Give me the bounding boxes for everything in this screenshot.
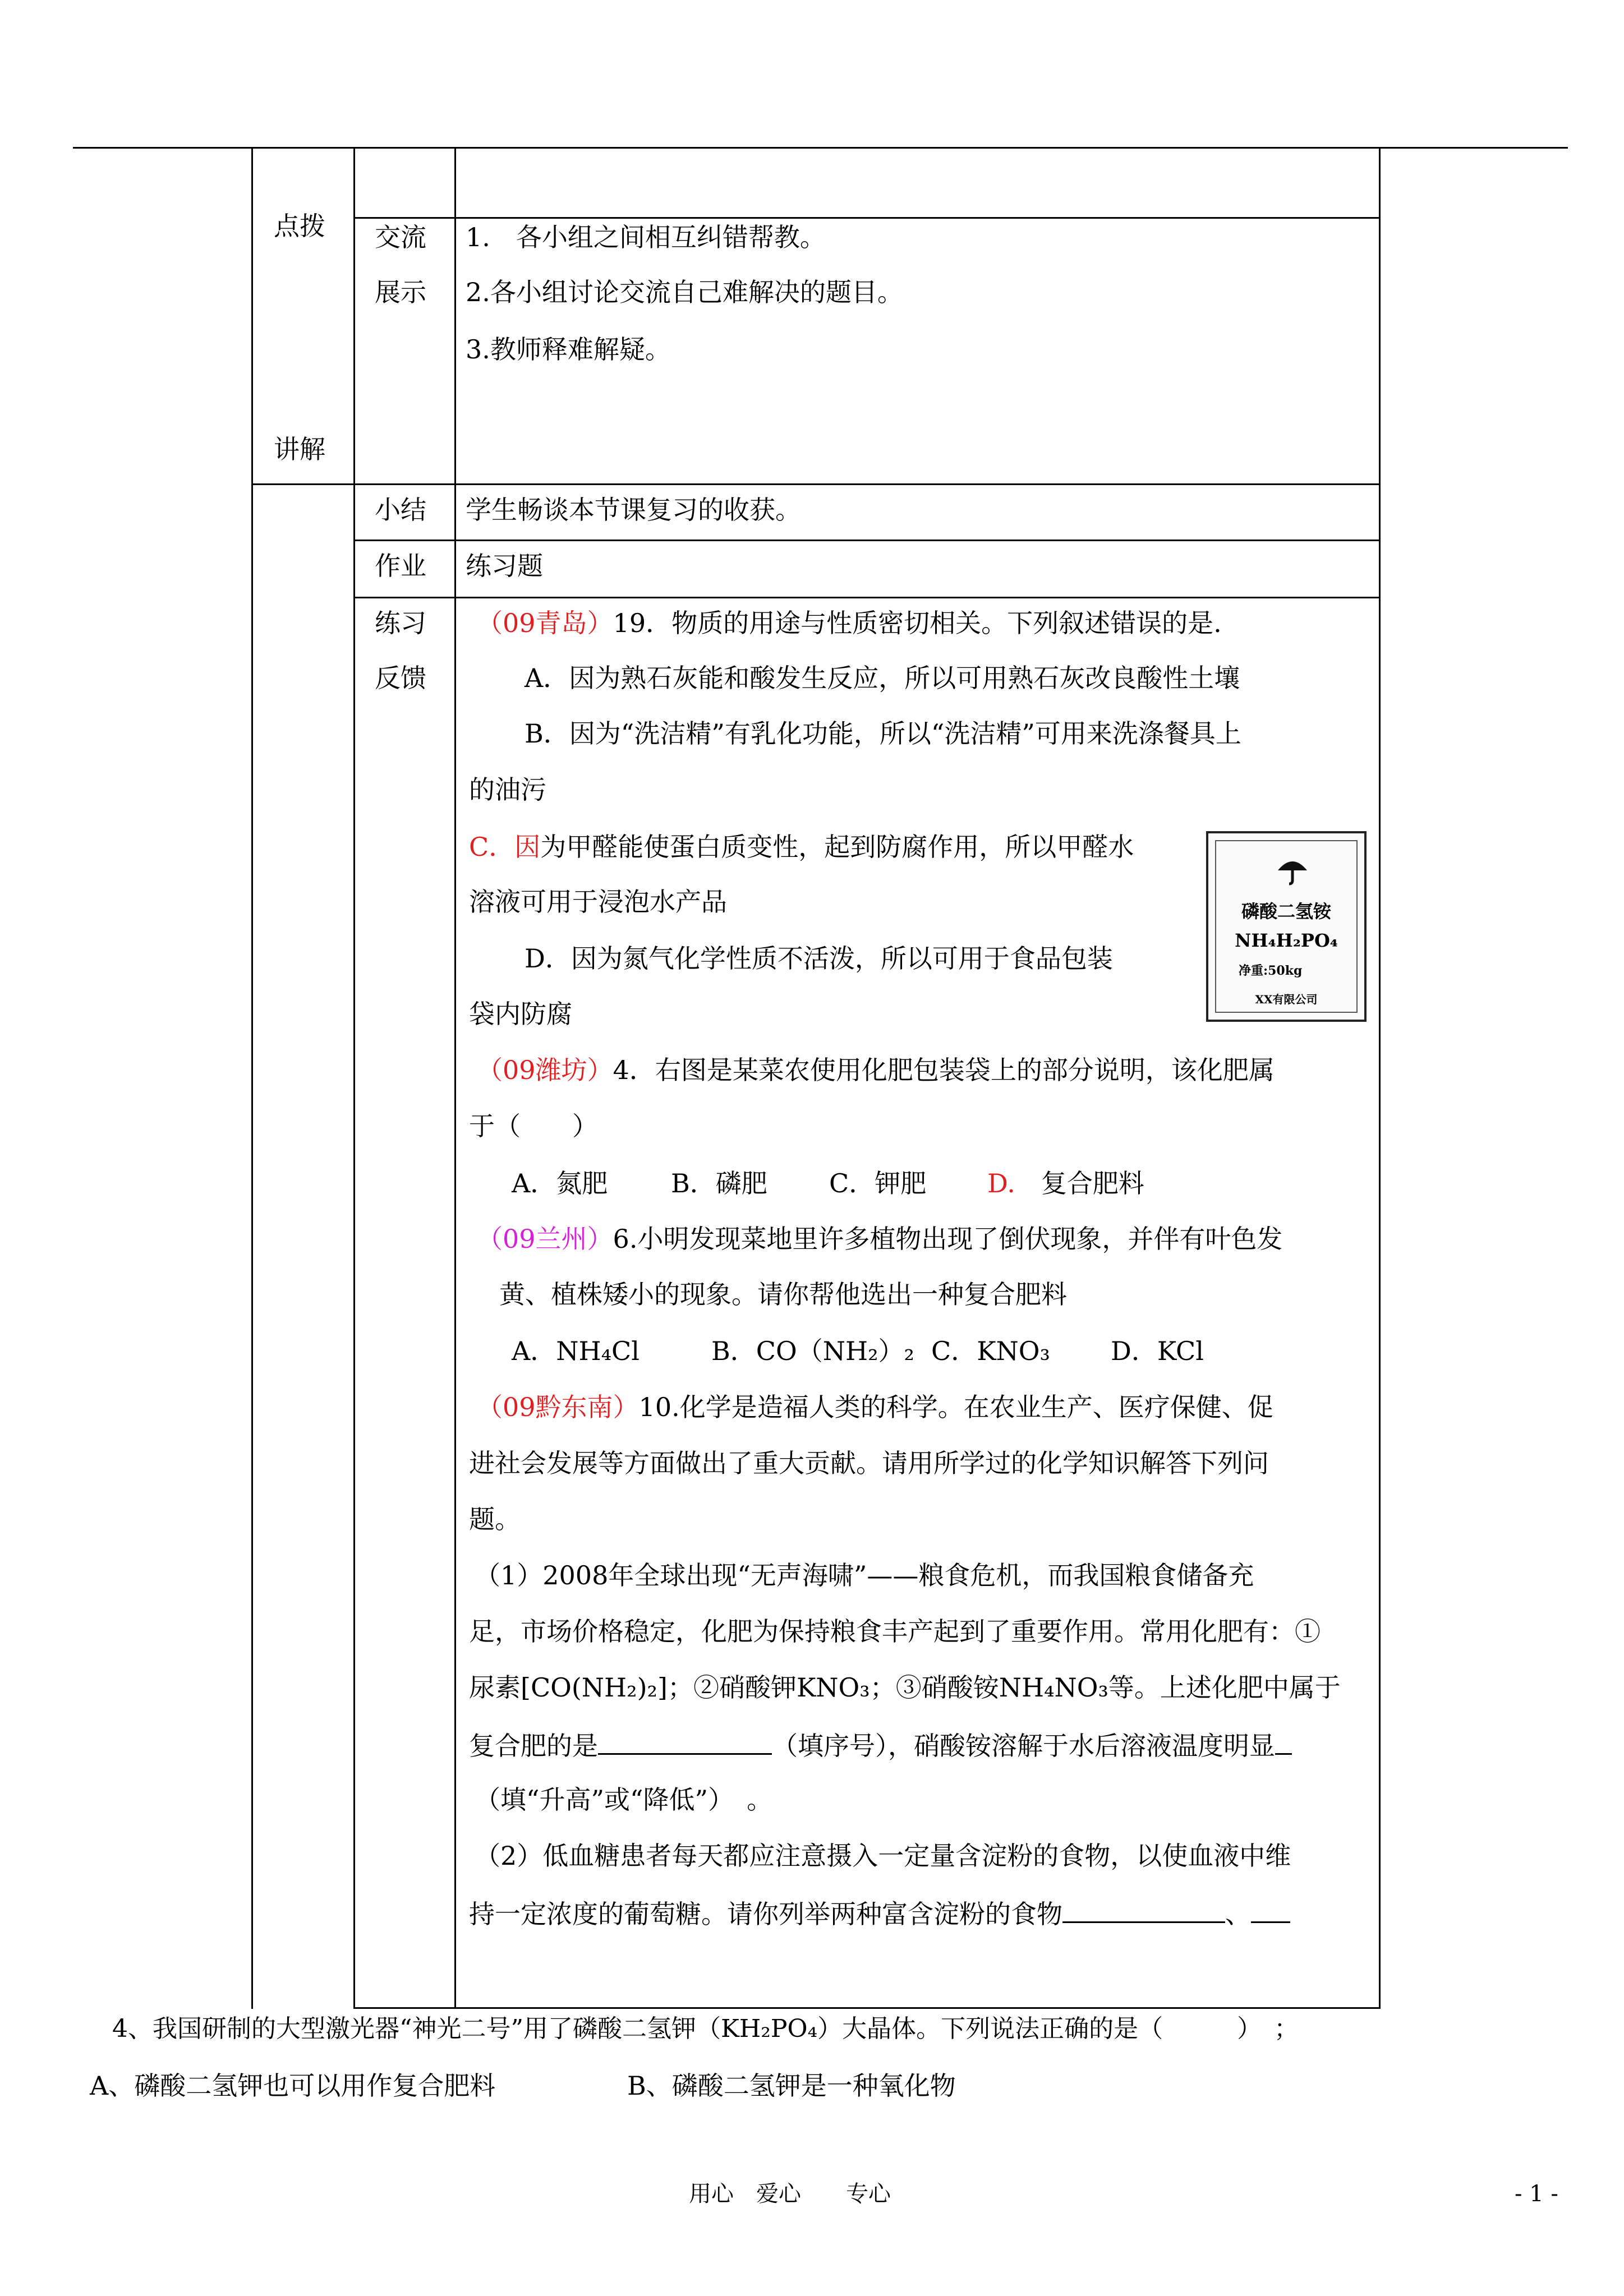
- q4-source: （09黔东南）: [477, 1392, 639, 1422]
- q3-source: （09兰州）: [477, 1224, 613, 1254]
- q4-part1-line4: 复合肥的是 （填序号），硝酸铵溶解于水后溶液温度明显: [469, 1731, 1292, 1759]
- page-number: - 1 -: [1515, 2181, 1558, 2207]
- q1-option-b-line2: 的油污: [469, 774, 546, 805]
- answer-blank-3[interactable]: [1062, 1899, 1225, 1923]
- q4-part1-line2: 足，市场价格稳定，化肥为保持粮食丰产起到了重要作用。常用化肥有：①: [469, 1616, 1321, 1647]
- q2-stem-line1: （09潍坊）4．右图是某菜农使用化肥包装袋上的部分说明，该化肥属: [477, 1055, 1275, 1085]
- q4-part1-line5: （填“升高”或“降低”） 。: [475, 1785, 773, 1815]
- q2-option-d: D. 复合肥料: [987, 1168, 1144, 1198]
- footer-motto: 用心 爱心 专心: [689, 2181, 891, 2207]
- q4-stem-line3: 题。: [469, 1504, 521, 1534]
- q1-option-c-line1: C．因为甲醛能使蛋白质变性，起到防腐作用，所以甲醛水: [469, 832, 1134, 862]
- q3-option-d: D．KCl: [1111, 1336, 1204, 1366]
- bottom-option-a: A、磷酸二氢钾也可以用作复合肥料: [90, 2071, 496, 2101]
- q4-part2-line2: 持一定浓度的葡萄糖。请你列举两种富含淀粉的食物 、: [469, 1899, 1290, 1927]
- q1-option-d-line1: D．因为氮气化学性质不活泼，所以可用于食品包装: [525, 943, 1113, 974]
- q1-stem: （09青岛）19．物质的用途与性质密切相关。下列叙述错误的是.: [477, 608, 1222, 638]
- q2-option-c: C．钾肥: [829, 1168, 927, 1198]
- q4-part1-line1: （1）2008年全球出现“无声海啸”——粮食危机，而我国粮食储备充: [475, 1560, 1254, 1590]
- q1-option-b-line1: B．因为“洗洁精”有乳化功能，所以“洗洁精”可用来洗涤餐具上: [525, 718, 1241, 749]
- q3-option-b: B．CO（NH₂）₂: [711, 1336, 914, 1366]
- q2-option-a: A．氮肥: [512, 1168, 608, 1198]
- q4-stem-line2: 进社会发展等方面做出了重大贡献。请用所学过的化学知识解答下列问: [469, 1448, 1269, 1478]
- bottom-question: 4、我国研制的大型激光器“神光二号”用了磷酸二氢钾（KH₂PO₄）大晶体。下列说法正确的是（ ） ；: [112, 2014, 1299, 2043]
- q1-option-c-line2: 溶液可用于浸泡水产品: [469, 887, 727, 917]
- fertilizer-name: 磷酸二氢铵: [1241, 901, 1331, 922]
- q1-option-a: A．因为熟石灰能和酸发生反应，所以可用熟石灰改良酸性土壤: [525, 663, 1240, 693]
- answer-blank-2[interactable]: [1275, 1731, 1292, 1755]
- q1-answer-c: C．因: [469, 832, 541, 862]
- fertilizer-company: XX有限公司: [1255, 993, 1318, 1006]
- zuoye-content: 练习题: [466, 551, 543, 581]
- fertilizer-formula: NH₄H₂PO₄: [1235, 930, 1338, 951]
- umbrella-icon: [1276, 855, 1309, 886]
- q2-source: （09潍坊）: [477, 1055, 613, 1085]
- label-jiaoliu: 交流: [375, 222, 426, 252]
- label-zuoye: 作业: [375, 551, 426, 581]
- q3-stem-line2: 黄、植株矮小的现象。请你帮他选出一种复合肥料: [499, 1279, 1067, 1310]
- q1-source: （09青岛）: [477, 608, 613, 638]
- q4-stem-line1: （09黔东南）10.化学是造福人类的科学。在农业生产、医疗保健、促: [477, 1392, 1273, 1422]
- q4-part1-line3: 尿素[CO(NH₂)₂]；②硝酸钾KNO₃；③硝酸铵NH₄NO₃等。上述化肥中属于: [469, 1672, 1341, 1703]
- q4-part2-line1: （2）低血糖患者每天都应注意摄入一定量含淀粉的食物，以使血液中维: [475, 1841, 1291, 1871]
- label-dianbo: 点拨: [274, 211, 325, 241]
- q2-stem-line2: 于（ ）: [469, 1111, 598, 1141]
- header-rule: [73, 147, 1568, 149]
- q3-option-a: A．NH₄Cl: [512, 1336, 640, 1366]
- label-zhanshi: 展示: [375, 277, 426, 307]
- label-fankui: 反馈: [375, 663, 426, 693]
- q1-option-d-line2: 袋内防腐: [469, 999, 572, 1029]
- q3-option-c: C．KNO₃: [931, 1336, 1050, 1366]
- label-xiaojie: 小结: [375, 495, 426, 525]
- q2-answer-d: D.: [987, 1168, 1015, 1198]
- jiaoliu-line-2: 2.各小组讨论交流自己难解决的题目。: [466, 277, 903, 307]
- fertilizer-label-image: [1206, 831, 1367, 1022]
- answer-blank-1[interactable]: [598, 1731, 772, 1755]
- q2-option-b: B．磷肥: [671, 1168, 767, 1198]
- label-lianxi: 练习: [375, 608, 426, 638]
- xiaojie-content: 学生畅谈本节课复习的收获。: [466, 495, 801, 525]
- answer-blank-4[interactable]: [1251, 1899, 1290, 1923]
- q3-stem-line1: （09兰州）6.小明发现菜地里许多植物出现了倒伏现象，并伴有叶色发: [477, 1224, 1283, 1254]
- fertilizer-weight: 净重:50kg: [1239, 963, 1303, 978]
- label-jiangjie: 讲解: [274, 434, 325, 464]
- jiaoliu-line-1: 1. 各小组之间相互纠错帮教。: [466, 222, 826, 252]
- jiaoliu-line-3: 3.教师释难解疑。: [466, 334, 671, 365]
- bottom-option-b: B、磷酸二氢钾是一种氧化物: [627, 2071, 956, 2101]
